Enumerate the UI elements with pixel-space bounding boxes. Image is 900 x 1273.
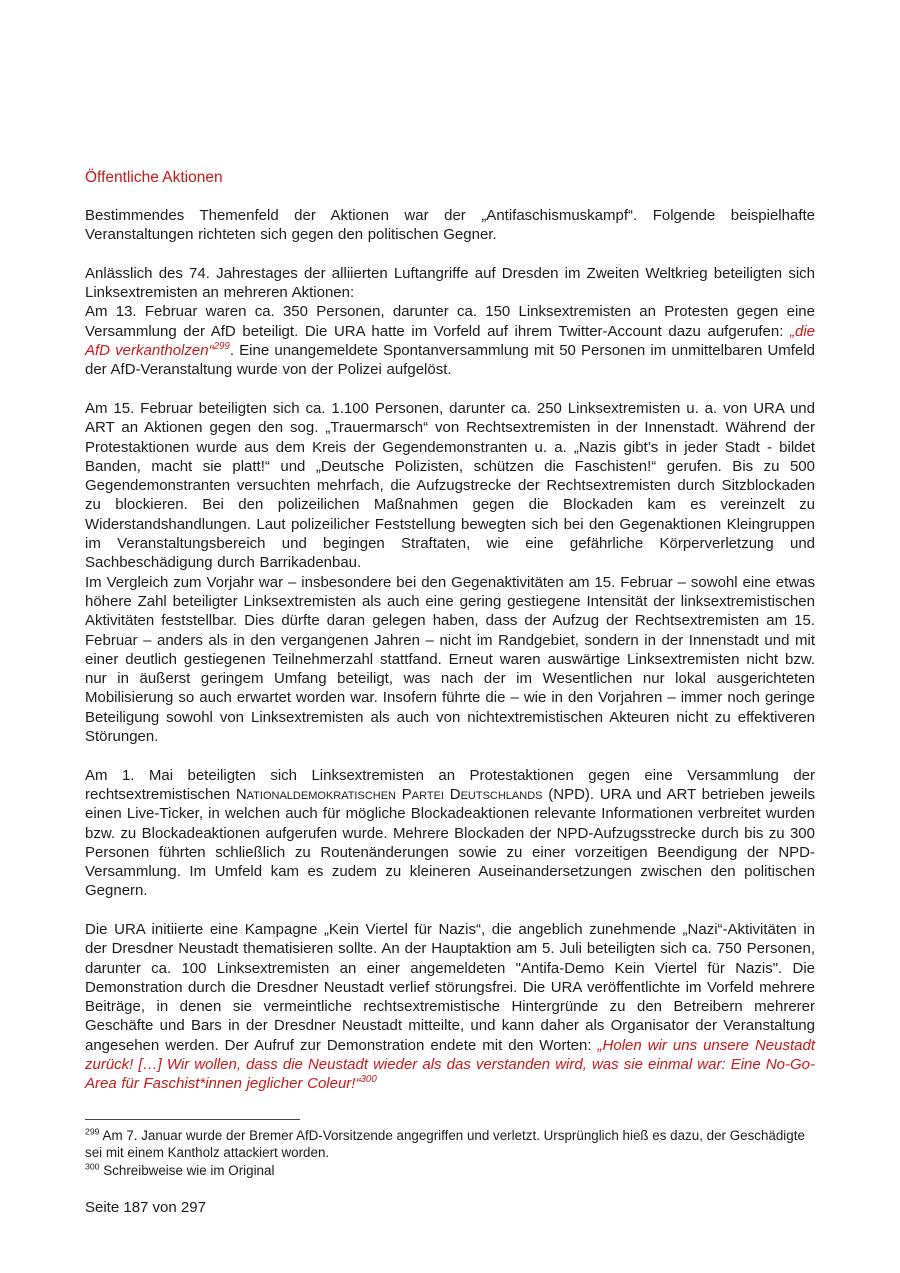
paragraph-feb-15 — [85, 399, 815, 573]
paragraph-intro — [85, 206, 815, 245]
page-number: Seite 187 von 297 — [85, 1199, 206, 1216]
paragraph-kein-viertel — [85, 920, 815, 1094]
body-text: Am 13. Februar waren ca. 350 Personen, darunter ca. 150 Linksextremisten an Protesten gegen eine Versammlung der AfD beteiligt. Die URA hatte im Vorfeld auf ihrem Twitter-Account dazu aufgerufen: — [85, 303, 815, 340]
smallcaps-text: Nationaldemokratischen Partei Deutschlands — [235, 785, 543, 803]
document-body — [85, 206, 815, 1094]
quoted-red-text: „die AfD verkantholzen“ — [85, 322, 815, 360]
footnote-number: 300 — [85, 1161, 100, 1172]
footnote-divider — [85, 1119, 300, 1120]
footnote-ref: 299 — [213, 341, 230, 353]
footnotes — [85, 1127, 815, 1180]
body-text: Die URA initiierte eine Kampagne „Kein Viertel für Nazis“, die angeblich zunehmende „Nazi“-Aktivitäten in der Dresdner Neustadt thematisieren sollte. An der Hauptaktion am 5. Juli beteiligten sich ca. 750 Personen, darunter ca. 100 Linksextremisten an einer angemeldeten "Antifa-Demo Kein Viertel für Nazis". Die Demonstration durch die Dresdner Neustadt verlief störungsfrei. Die URA veröffentlichte im Vorfeld mehrere Beiträge, in denen sie vermeintliche rechtsextremistische Hintergründe zu den Betreibern mehrerer Geschäfte und Bars in der Dresdner Neustadt mitteilte, und kann daher als Organisator der Veranstaltung angesehen werden. Der Aufruf zur Demonstration endete mit den Worten: — [85, 920, 815, 1054]
section-heading: Öffentliche Aktionen — [85, 169, 223, 186]
quoted-red-text: „Holen wir uns unsere Neustadt zurück! […] Wir wollen, dass die Neustadt wieder als das verstanden wird, was sie einmal war: Eine No-Go-Area für Faschist*innen jeglicher Coleur!“ — [85, 1036, 815, 1093]
body-text: Am 15. Februar beteiligten sich ca. 1.100 Personen, darunter ca. 250 Linksextremisten u. a. von URA und ART an Aktionen gegen den sog. „Trauermarsch“ von Rechtsextremisten in der Innenstadt. Während der Protestaktionen wurde aus dem Kreis der Gegendemonstranten u. a. „Nazis gibt’s in jeder Stadt - bildet Banden, macht sie platt!“ und „Deutsche Polizisten, schützen die Faschisten!“ gerufen. Bis zu 500 Gegendemonstranten versuchten mehrfach, die Aufzugstrecke der Rechtsextremisten durch Sitzblockaden zu blockieren. Bei den polizeilichen Maßnahmen gegen die Blockaden kam es vereinzelt zu Widerstandshandlungen. Laut polizeilicher Feststellung bewegten sich bei den Gegenaktionen Kleingruppen im Veranstaltungsbereich und begingen Straftaten, wie eine gefährliche Körperverletzung und Sachbeschädigung durch Barrikadenbau. — [85, 399, 815, 572]
footnote: $^{299}$ Am 7. Januar wurde der Bremer AfD-Vorsitzende angegriffen und verletzt. Ursprünglich hieß es dazu, der Geschädigte sei mit einem Kantholz attackiert worden. — [85, 1126, 805, 1161]
body-text: (NPD). URA und ART betrieben jeweils einen Live-Ticker, in welchen auch für mögliche Blockadeaktionen relevante Informationen verbreitet wurden bzw. zu Blockadeaktionen aufgerufen wurde. Mehrere Blockaden der NPD-Aufzugsstrecke durch bis zu 300 Personen führten schließlich zu Routenänderungen sowie zu einer vorzeitigen Beendigung der NPD-Versammlung. Im Umfeld kam es zudem zu kleineren Auseinandersetzungen zwischen den politischen Gegnern. — [85, 785, 816, 900]
body-text: Im Vergleich zum Vorjahr war – insbesondere bei den Gegenaktivitäten am 15. Februar – sowohl eine etwas höhere Zahl beteiligter Linksextremisten als auch eine gering gestiegene Intensität der linksextremistischen Aktivitäten feststellbar. Dies dürfte daran gelegen haben, dass der Aufzug der Rechtsextremisten am 15. Februar – anders als in den vergangenen Jahren – nicht im Randgebiet, sondern in der Innenstadt und mit einer deutlich gestiegenen Teilnehmerzahl stattfand. Erneut waren auswärtige Linksextremisten nicht bzw. nur in äußerst geringem Umfang beteiligt, was nach der im Wesentlichen nur lokal ausgerichteten Mobilisierung so auch erwartet worden war. Insofern führte die – wie in den Vorjahren – immer noch geringe Beteiligung sowohl von Linksextremisten als auch von nichtextremistischen Akteuren nicht zu effektiveren Störungen. — [85, 573, 815, 746]
paragraph-feb-13 — [85, 302, 815, 379]
footnote-ref: 300 — [360, 1074, 377, 1086]
footnote-number: 299 — [85, 1126, 100, 1137]
paragraph-may-1 — [85, 766, 815, 901]
paragraph-feb-15-assessment — [85, 573, 815, 747]
body-text: . Eine unangemeldete Spontanversammlung mit 50 Personen im unmittelbaren Umfeld der AfD-Veranstaltung wurde von der Polizei aufgelöst. — [85, 342, 815, 379]
paragraph-dresden-anniversary — [85, 264, 815, 303]
body-text: Bestimmendes Themenfeld der Aktionen war der „Antifaschismuskampf“. Folgende beispielhafte Veranstaltungen richteten sich gegen den politischen Gegner. — [85, 207, 815, 244]
footnote: $^{300}$ Schreibweise wie im Original — [85, 1161, 275, 1178]
body-text: Am 1. Mai beteiligten sich Linksextremisten an Protestaktionen gegen eine Versammlung der rechtsextremistischen — [85, 766, 815, 803]
body-text: Anlässlich des 74. Jahrestages der alliierten Luftangriffe auf Dresden im Zweiten Weltkrieg beteiligten sich Linksextremisten an mehreren Aktionen: — [85, 264, 815, 302]
